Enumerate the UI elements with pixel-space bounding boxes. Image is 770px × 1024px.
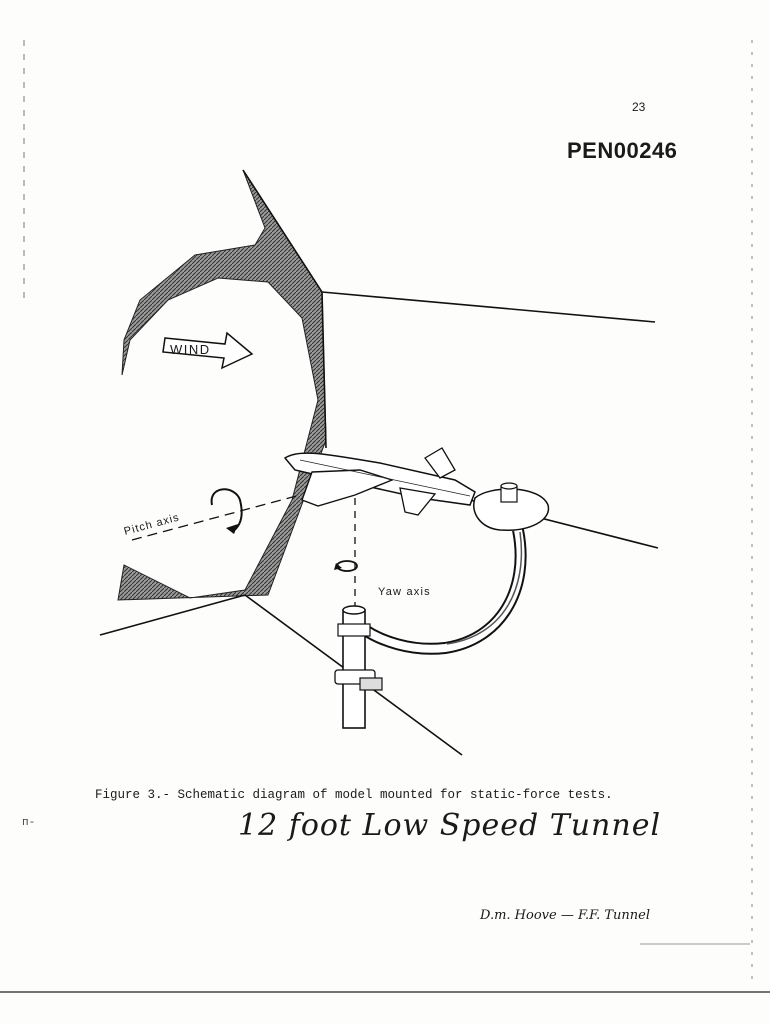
floor-left-line [100,595,245,635]
document-id: PEN00246 [567,138,678,163]
yaw-rotation-arrow-icon [334,561,357,571]
handwritten-note: 12 foot Low Speed Tunnel [238,808,662,843]
balance-housing [474,483,549,530]
handwritten-signature: D.m. Hoove — F.F. Tunnel [480,908,651,923]
figure-caption: Figure 3.- Schematic diagram of model mounted for static-force tests. [95,788,613,802]
margin-mark: п- [22,817,36,829]
wind-label: WIND [170,342,211,357]
ceiling-line [322,292,655,322]
yaw-axis-label: Yaw axis [378,586,431,598]
page-number: 23 [632,100,646,114]
pitch-rotation-arrow-icon [212,489,242,534]
pitch-axis-label: Pitch axis [122,511,181,538]
aircraft-model [285,448,475,515]
